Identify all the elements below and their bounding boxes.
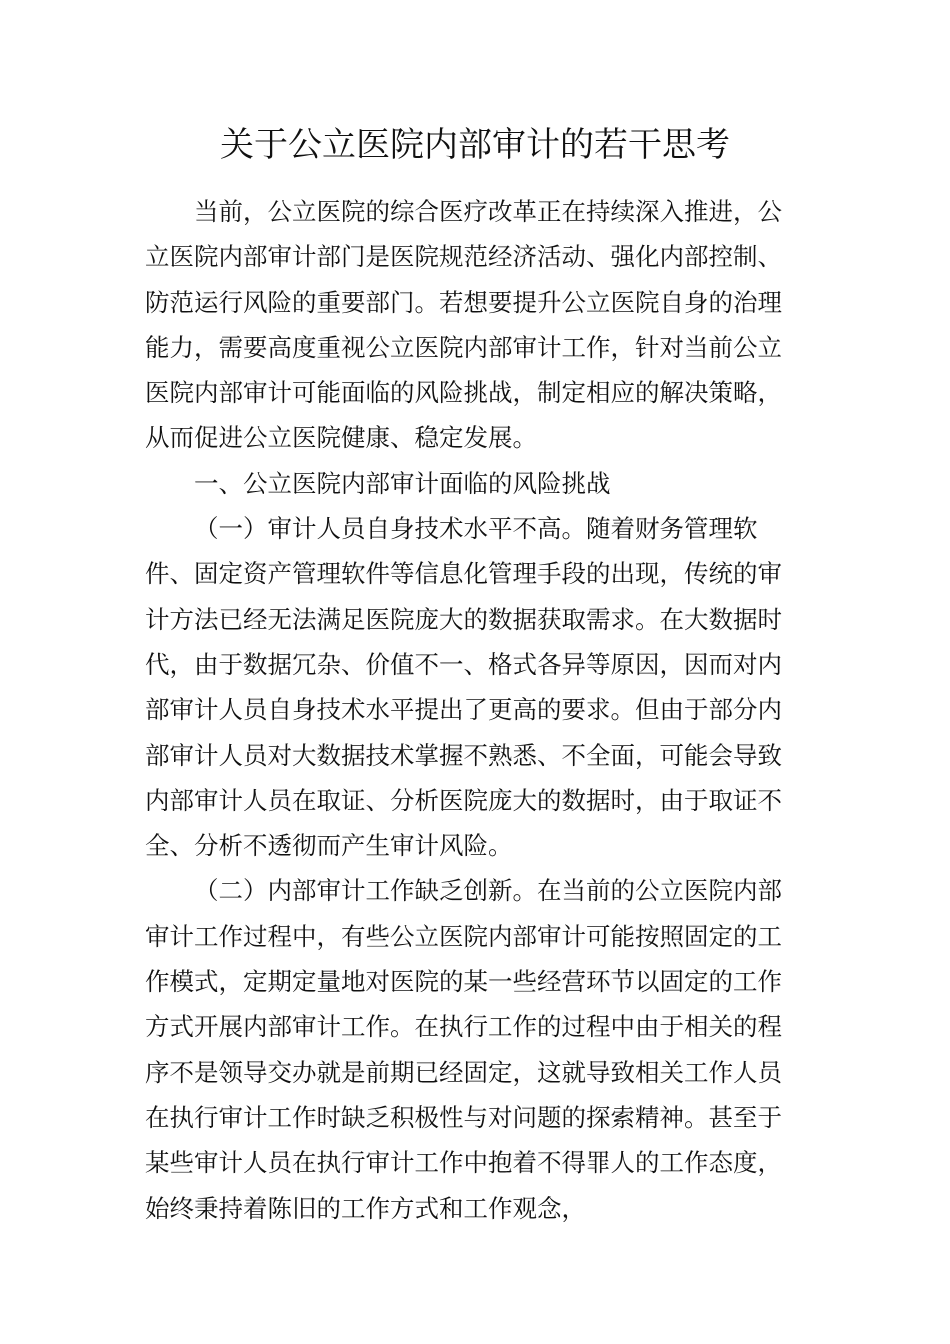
paragraph-subsection-1: （一）审计人员自身技术水平不高。随着财务管理软件、固定资产管理软件等信息化管理手段的出现，传统的审计方法已经无法满足医院庞大的数据获取需求。在大数据时代，由于数据冗杂、价值不一、格式各异等原因，因而对内部审计人员自身技术水平提出了更高的要求。但由于部分内部审计人员对大数据技术掌握不熟悉、不全面，可能会导致内部审计人员在取证、分析医院庞大的数据时，由于取证不全、分析不透彻而产生审计风险。 bbox=[145, 514, 782, 861]
document-title: 关于公立医院内部审计的若干思考 bbox=[220, 125, 730, 165]
section-heading-1: 一、公立医院内部审计面临的风险挑战 bbox=[194, 468, 611, 498]
paragraph-subsection-2: （二）内部审计工作缺乏创新。在当前的公立医院内部审计工作过程中，有些公立医院内部审计可能按照固定的工作模式，定期定量地对医院的某一些经营环节以固定的工作方式开展内部审计工作。在执行工作的过程中由于相关的程序不是领导交办就是前期已经固定，这就导致相关工作人员在执行审计工作时缺乏积极性与对问题的探索精神。甚至于某些审计人员在执行审计工作中抱着不得罪人的工作态度，始终秉持着陈旧的工作方式和工作观念， bbox=[145, 876, 782, 1223]
paragraph-intro: 当前，公立医院的综合医疗改革正在持续深入推进，公立医院内部审计部门是医院规范经济活动、强化内部控制、防范运行风险的重要部门。若想要提升公立医院自身的治理能力，需要高度重视公立医院内部审计工作，针对当前公立医院内部审计可能面临的风险挑战，制定相应的解决策略，从而促进公立医院健康、稳定发展。 bbox=[145, 197, 782, 453]
document-body bbox=[145, 189, 785, 1231]
